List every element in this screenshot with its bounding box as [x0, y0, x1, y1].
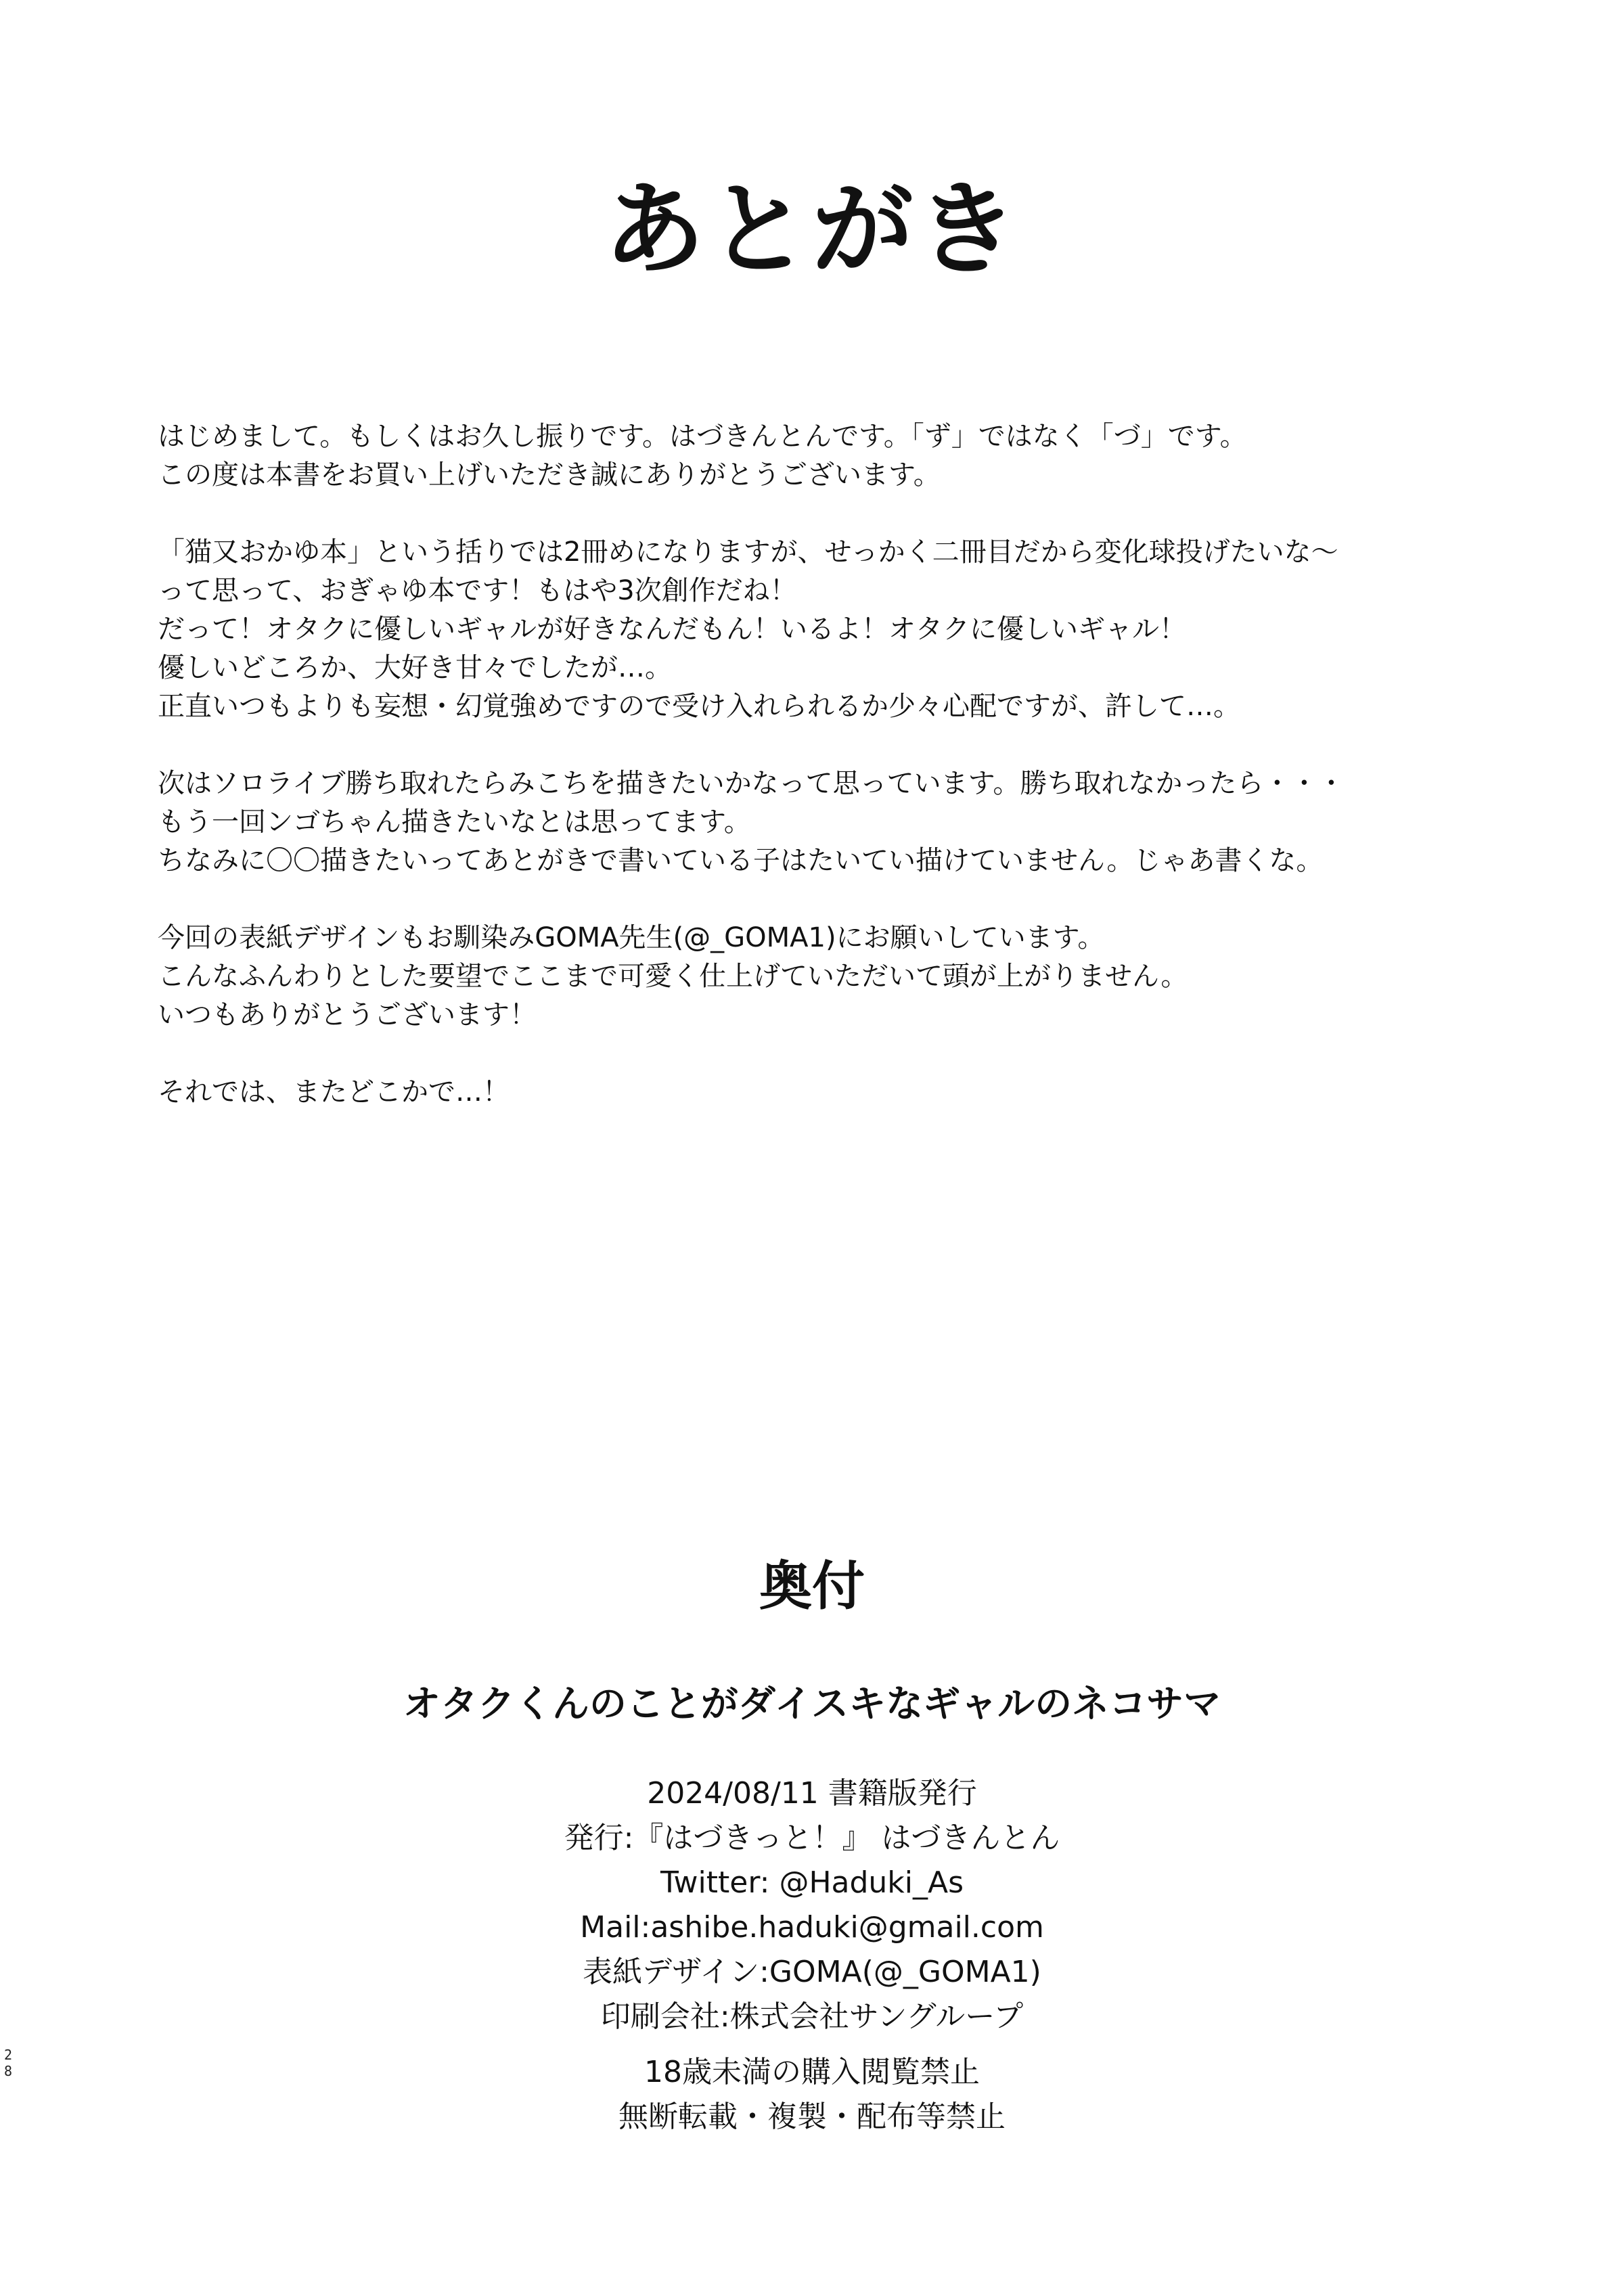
colophon-notices [0, 2050, 1624, 2139]
text-line: って思って、おぎゃゆ本です！もはや3次創作だね！ [158, 575, 797, 606]
text-line: 優しいどころか、大好き甘々でしたが…。 [158, 652, 672, 683]
text-line: 正直いつもよりも妄想・幻覚強めですので受け入れられるか少々心配ですが、許して…。 [158, 691, 1240, 722]
text-line: それでは、またどこかで…！ [158, 1076, 510, 1108]
printing-company: 印刷会社:株式会社サングループ [600, 1999, 1024, 2034]
afterword-paragraph-4 [158, 919, 1511, 1035]
afterword-paragraph-3 [158, 765, 1511, 880]
colophon-info [0, 1771, 1624, 2039]
cover-design-credit: 表紙デザイン:GOMA(@_GOMA1) [583, 1955, 1041, 1989]
text-line: ちなみに〇〇描きたいってあとがきで書いている子はたいてい描けていません。じゃあ書くな。 [158, 845, 1324, 876]
mail-address: Mail:ashibe.haduki@gmail.com [580, 1910, 1044, 1945]
twitter-handle: Twitter: @Haduki_As [660, 1865, 964, 1900]
text-line: もう一回ンゴちゃん描きたいなとは思ってます。 [158, 807, 751, 838]
text-line: はじめまして。もしくはお久し振りです。はづきんとんです。「ず」ではなく「づ」です。 [158, 421, 1247, 452]
afterword-title: あとがき [603, 171, 1020, 289]
afterword-paragraph-5 [158, 1073, 1511, 1112]
age-restriction-notice: 18歳未満の購入閲覧禁止 [644, 2055, 980, 2089]
text-line: 「猫又おかゆ本」という括りでは2冊めになりますが、せっかく二冊目だから変化球投げたいな～ [158, 537, 1338, 568]
afterword-paragraph-2 [158, 533, 1511, 726]
text-line: この度は本書をお買い上げいただき誠にありがとうございます。 [158, 459, 941, 491]
colophon-heading: 奥付 [759, 1556, 865, 1617]
text-line: 今回の表紙デザインもお馴染みGOMA先生(@_GOMA1)にお願いしています。 [158, 922, 1105, 953]
afterword-body [158, 417, 1511, 1150]
text-line: こんなふんわりとした要望でここまで可愛く仕上げていただいて頭が上がりません。 [158, 961, 1188, 992]
text-line: だって！オタクに優しいギャルが好きなんだもん！いるよ！オタクに優しいギャル！ [158, 614, 1186, 645]
text-line: 次はソロライブ勝ち取れたらみこちを描きたいかなって思っています。勝ち取れなかったら・・・ [158, 768, 1345, 799]
book-title: オタクくんのことがダイスキなギャルのネコサマ [403, 1682, 1221, 1725]
text-line: いつもありがとうございます！ [158, 999, 537, 1030]
page-number: 28 [4, 2047, 13, 2079]
afterword-paragraph-1 [158, 417, 1511, 495]
publish-date: 2024/08/11 書籍版発行 [647, 1776, 977, 1811]
publisher: 発行:『はづきっと！』 はづきんとん [564, 1821, 1060, 1855]
reproduction-prohibited-notice: 無断転載・複製・配布等禁止 [618, 2099, 1006, 2134]
